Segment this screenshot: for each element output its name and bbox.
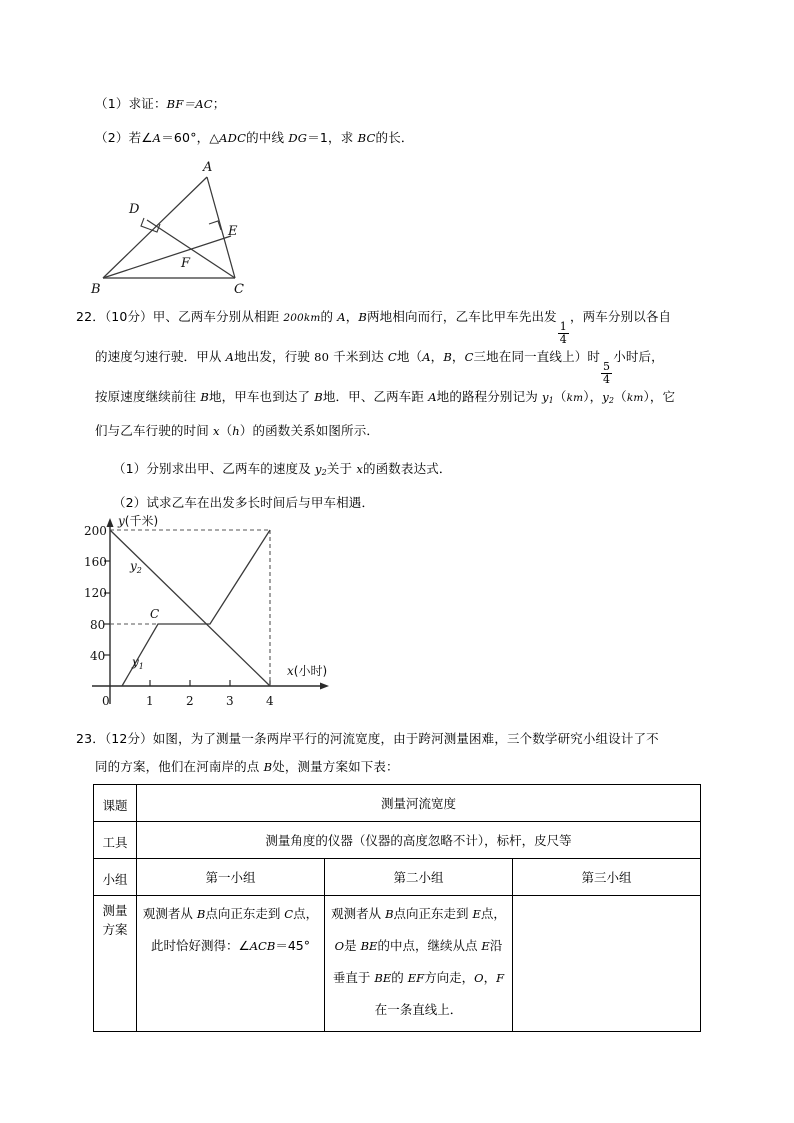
q22-l1-s4: 两地相向而行，乙车比甲车先出发 bbox=[367, 309, 557, 324]
group-2-header: 第二小组 bbox=[325, 859, 513, 896]
q22-l3-v6sub: 2 bbox=[608, 396, 615, 405]
topic-value: 测量河流宽度 bbox=[137, 785, 701, 822]
group-2-scheme-cell bbox=[325, 896, 513, 1032]
g2-line1 bbox=[329, 898, 508, 930]
xtick-4: 4 bbox=[266, 694, 274, 708]
q21-part2-t3: 的中线 bbox=[246, 130, 289, 145]
group-3-scheme-cell bbox=[513, 896, 701, 1032]
g2-l3-v1: BE bbox=[374, 971, 392, 985]
q23-line-2 bbox=[95, 750, 399, 784]
g2-l2-s3: 的中点，继续从点 bbox=[377, 938, 482, 953]
scheme-label-line2: 方案 bbox=[102, 922, 128, 938]
q22-l3-v6: y bbox=[602, 390, 609, 404]
q22-l1-s1: 甲、乙两车分别从相距 bbox=[152, 309, 284, 324]
q21-part2-v2: ADC bbox=[219, 131, 247, 145]
q23-l2-v1: B bbox=[263, 760, 273, 774]
q22-l1-s3: ， bbox=[345, 309, 359, 324]
q22-l2-v3: C bbox=[387, 350, 397, 364]
g2-l2-s4: 沿 bbox=[489, 938, 503, 953]
q22-part1-s1: 分别求出甲、乙两车的速度及 bbox=[146, 461, 315, 476]
g2-l3-s2: 的 bbox=[391, 970, 408, 985]
series-label-y2: $y_2$ bbox=[130, 559, 142, 575]
series-label-y1: $y_1$ bbox=[132, 655, 144, 671]
group-3-header: 第三小组 bbox=[513, 859, 701, 896]
q23-l1-text: 如图，为了测量一条两岸平行的河流宽度，由于跨河测量困难，三个数学研究小组设计了不 bbox=[152, 731, 659, 746]
frac-numerator: 1 bbox=[559, 320, 567, 333]
q22-line-3 bbox=[95, 380, 675, 418]
geo-label-c: C bbox=[234, 282, 244, 297]
y-axis-arrow bbox=[107, 518, 114, 527]
table-row-tools bbox=[94, 822, 701, 859]
g2-l2-v2: BE bbox=[360, 939, 378, 953]
q22-l1-v2: A bbox=[337, 310, 346, 324]
row-label-tools: 工具 bbox=[94, 822, 137, 859]
q22-l4-s1: 们与乙车行驶的时间 bbox=[95, 423, 213, 438]
q22-l3-s5: （ bbox=[553, 389, 567, 404]
q22-l3-s3: 地．甲、乙两车距 bbox=[322, 389, 429, 404]
geo-label-e: E bbox=[228, 224, 238, 239]
geo-label-d: D bbox=[129, 202, 140, 217]
x-axis-title: x(小时) bbox=[287, 664, 328, 678]
xtick-1: 1 bbox=[146, 694, 154, 708]
q23-l2-s2: 处，测量方案如下表： bbox=[272, 759, 399, 774]
q22-l4-s3: ）的函数关系如图所示． bbox=[239, 423, 379, 438]
right-angle-mark-d2 bbox=[141, 218, 149, 229]
g2-l3-v3: O bbox=[474, 971, 484, 985]
ytick-40: 40 bbox=[90, 649, 106, 663]
triangle-abc-diagram bbox=[85, 160, 350, 305]
q22-l3-v5: km bbox=[566, 392, 584, 404]
q22-l3-s4: 地的路程分别记为 bbox=[436, 389, 542, 404]
g1-l1-v1: B bbox=[196, 907, 206, 921]
q22-l4-v2: h bbox=[232, 424, 240, 438]
q22-l3-v3: A bbox=[428, 390, 437, 404]
g1-line1 bbox=[141, 898, 320, 930]
q22-l1-v1: 200km bbox=[283, 312, 321, 324]
q23-number: 23． bbox=[76, 731, 105, 746]
tools-value: 测量角度的仪器（仪器的高度忽略不计），标杆，皮尺等 bbox=[137, 822, 701, 859]
q21-part2-t4: ＝1，求 bbox=[307, 130, 358, 145]
g2-l3-v4: F bbox=[496, 971, 505, 985]
q22-line-1 bbox=[76, 300, 671, 345]
g1-l1-s3: 点， bbox=[293, 906, 319, 921]
group-1-scheme-cell bbox=[137, 896, 325, 1032]
q22-l3-s1: 按原速度继续前往 bbox=[95, 389, 201, 404]
g2-l1-v2: E bbox=[472, 907, 481, 921]
g2-l1-s1: 观测者从 bbox=[331, 906, 386, 921]
q23-l2-s1: 同的方案，他们在河南岸的点 bbox=[95, 759, 264, 774]
q22-number: 22． bbox=[76, 309, 105, 324]
geo-label-b: B bbox=[91, 282, 101, 297]
q22-l2-s6: ， bbox=[451, 349, 465, 364]
q22-marks: （10分） bbox=[104, 309, 153, 324]
q22-l1-v3: B bbox=[358, 310, 368, 324]
g1-l2-v1: ACB bbox=[249, 939, 276, 953]
g2-l3-s4: ， bbox=[483, 970, 497, 985]
q22-l3-v4: y bbox=[542, 390, 549, 404]
point-label-c: C bbox=[150, 607, 160, 621]
q22-l3-s7: （ bbox=[614, 389, 627, 404]
g2-l1-v1: B bbox=[385, 907, 394, 921]
g2-l3-v2: EF bbox=[407, 971, 425, 985]
g1-line2 bbox=[141, 930, 320, 962]
q22-l2-s1: 的速度匀速行驶．甲从 bbox=[95, 349, 226, 364]
g2-line2 bbox=[329, 930, 508, 962]
q22-l3-v1: B bbox=[200, 390, 209, 404]
q21-part1-expression: BF＝AC bbox=[166, 97, 213, 111]
xtick-0: 0 bbox=[102, 694, 110, 708]
g2-l3-s1: 垂直于 bbox=[332, 970, 375, 985]
ytick-120: 120 bbox=[84, 586, 107, 600]
x-axis-arrow bbox=[320, 683, 329, 690]
q22-l1-s5: ，两车分别以各自 bbox=[569, 309, 672, 324]
q22-l2-v4: A bbox=[422, 350, 431, 364]
frac-numerator: 5 bbox=[603, 360, 611, 373]
q22-part1-s3: 的函数表达式． bbox=[362, 461, 452, 476]
q22-part2-marker: （2） bbox=[113, 495, 147, 510]
g2-line4 bbox=[329, 994, 508, 1025]
q21-part1-text-after: ； bbox=[212, 96, 226, 111]
row-label-groups: 小组 bbox=[94, 859, 137, 896]
xtick-3: 3 bbox=[226, 694, 234, 708]
g1-l1-v2: C bbox=[284, 907, 294, 921]
q22-l3-s8: ），它 bbox=[643, 389, 676, 404]
q21-part2-v3: DG bbox=[288, 131, 308, 145]
q22-part2-s1: 试求乙车在出发多长时间后与甲车相遇． bbox=[146, 495, 375, 510]
q22-l4-s2: （ bbox=[219, 423, 233, 438]
q21-part2-v4: BC bbox=[357, 131, 376, 145]
q22-part1-v2: x bbox=[356, 462, 363, 476]
q22-l2-s8: 小时后， bbox=[613, 349, 664, 364]
ytick-80: 80 bbox=[90, 618, 106, 632]
series-y1-line bbox=[122, 530, 270, 686]
row-label-scheme bbox=[94, 896, 137, 1032]
xtick-2: 2 bbox=[186, 694, 194, 708]
g2-l4-s1: 在一条直线上． bbox=[374, 1002, 463, 1017]
group-1-header: 第一小组 bbox=[137, 859, 325, 896]
q22-l1-s2: 的 bbox=[320, 309, 338, 324]
table-row-schemes bbox=[94, 896, 701, 1032]
ytick-200: 200 bbox=[84, 524, 107, 538]
g1-l1-s1: 观测者从 bbox=[142, 906, 197, 921]
q21-part2-marker: （2） bbox=[95, 130, 129, 145]
q21-part2-v1: A bbox=[152, 131, 162, 145]
geo-label-a: A bbox=[203, 160, 213, 175]
g2-l1-s2: 点向正东走到 bbox=[393, 906, 473, 921]
q21-part2-t5: 的长． bbox=[375, 130, 414, 145]
geo-label-f: F bbox=[181, 256, 191, 271]
q21-part1-text-before: 求证： bbox=[128, 96, 167, 111]
g2-l1-s3: 点， bbox=[480, 906, 506, 921]
q22-l2-v2: 80 bbox=[314, 350, 330, 364]
q22-l2-s7: 三地在同一直线上）时 bbox=[473, 349, 601, 364]
q21-part2-t2: ＝60°，△ bbox=[161, 130, 220, 145]
q22-l3-s6: ）， bbox=[583, 389, 603, 404]
row-label-topic: 课题 bbox=[94, 785, 137, 822]
y-axis-title: y(千米) bbox=[118, 514, 159, 528]
q22-part1-line bbox=[113, 452, 452, 490]
g2-l2-v3: E bbox=[481, 939, 490, 953]
g1-l2-s1: 此时恰好测得：∠ bbox=[151, 938, 250, 953]
q22-part1-v1sub: 2 bbox=[321, 468, 327, 477]
distance-time-graph bbox=[82, 508, 382, 718]
q21-part1-line bbox=[95, 96, 225, 113]
q22-l2-s3: 千米到达 bbox=[329, 349, 388, 364]
q23-marks: （12分） bbox=[104, 731, 153, 746]
ytick-160: 160 bbox=[84, 555, 107, 569]
q22-line-4 bbox=[95, 414, 379, 448]
q22-l3-s2: 地，甲车也到达了 bbox=[208, 389, 315, 404]
q22-l4-v1: x bbox=[212, 424, 220, 438]
q22-part1-s2: 关于 bbox=[326, 461, 357, 476]
frac-denominator: 4 bbox=[559, 332, 567, 346]
q22-l2-s4: 地（ bbox=[396, 349, 423, 364]
g1-l1-s2: 点向正东走到 bbox=[205, 906, 285, 921]
g2-line3 bbox=[329, 962, 508, 994]
q22-line-2 bbox=[95, 340, 664, 385]
q22-l2-v5: B bbox=[443, 350, 452, 364]
q22-part1-marker: （1） bbox=[113, 461, 147, 476]
measurement-scheme-table bbox=[93, 784, 701, 1032]
q22-l2-v1: A bbox=[225, 350, 235, 364]
q21-part2-line bbox=[95, 130, 414, 147]
g2-l3-s3: 方向走， bbox=[424, 970, 475, 985]
table-row-topic bbox=[94, 785, 701, 822]
g1-l2-s2: ＝45° bbox=[275, 938, 310, 953]
g2-l2-s2: 是 bbox=[344, 938, 361, 953]
table-row-groups bbox=[94, 859, 701, 896]
q22-l2-s2: 地出发，行驶 bbox=[234, 349, 315, 364]
q21-part2-t1: 若∠ bbox=[128, 130, 153, 145]
q22-l3-v7: km bbox=[626, 392, 644, 404]
g2-l2-v1: O bbox=[334, 939, 345, 953]
scheme-label-line1: 测量 bbox=[102, 903, 128, 918]
frac-denominator: 4 bbox=[603, 372, 611, 386]
q22-part1-v1: y bbox=[314, 462, 322, 476]
q22-l3-v2: B bbox=[314, 390, 323, 404]
q22-l2-v6: C bbox=[464, 350, 474, 364]
q22-l3-v4sub: 1 bbox=[548, 396, 554, 405]
q21-part1-marker: （1） bbox=[95, 96, 129, 111]
q22-l2-s5: ， bbox=[430, 349, 444, 364]
